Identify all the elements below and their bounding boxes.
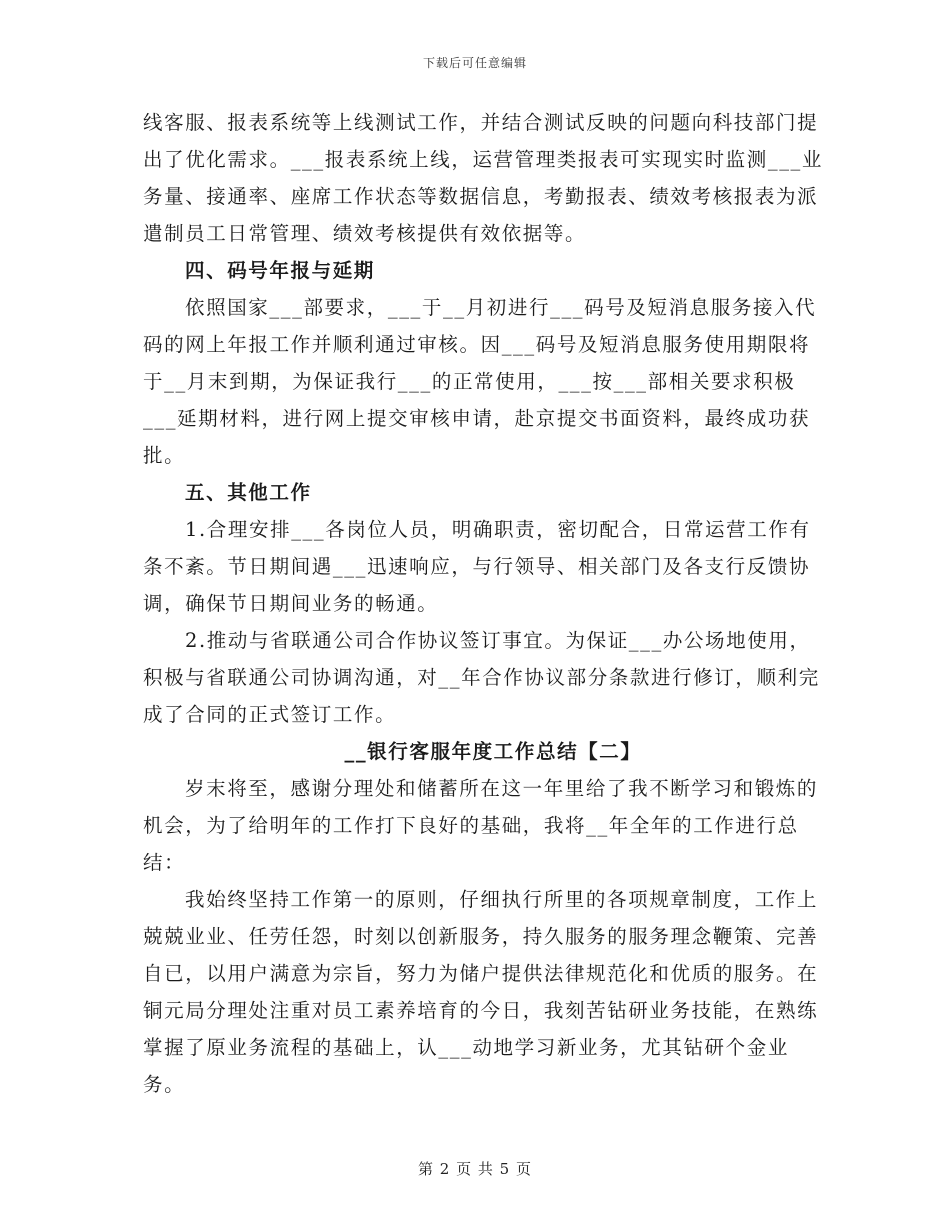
section-heading-5: 五、其他工作 <box>185 481 312 504</box>
paragraph-intro: 岁末将至，感谢分理处和储蓄所在这一年里给了我不断学习和锻炼的机会，为了给明年的工作打下良好的基础，我将__年全年的工作进行总结： <box>143 777 819 874</box>
paragraph-other-work-2: 2.推动与省联通公司合作协议签订事宜。为保证___办公场地使用，积极与省联通公司协调沟通，对__年合作协议部分条款进行修订，顺利完成了合同的正式签订工作。 <box>143 629 820 726</box>
section-heading-4: 四、码号年报与延期 <box>185 259 375 282</box>
page-header-note: 下载后可任意编辑 <box>422 56 527 70</box>
paragraph-other-work-1: 1.合理安排___各岗位人员，明确职责，密切配合，日常运营工作有条不紊。节日期间遇___迅速响应，与行领导、相关部门及各支行反馈协调，确保节日期间业务的畅通。 <box>143 518 811 615</box>
page-number: 第 2 页 共 5 页 <box>418 1160 532 1178</box>
paragraph-continued: 线客服、报表系统等上线测试工作，并结合测试反映的问题向科技部门提出了优化需求。___报表系统上线，运营管理类报表可实现实时监测___业务量、接通率、座席工作状态等数据信息，考勤报表、绩效考核报表为派遣制员工日常管理、绩效考核提供有效依据等。 <box>143 111 824 245</box>
document-title-part-two: __银行客服年度工作总结【二】 <box>344 740 642 763</box>
paragraph-code-annual-report: 依照国家___部要求，___于__月初进行___码号及短消息服务接入代码的网上年报工作并顺利通过审核。因___码号及短消息服务使用期限将于__月末到期，为保证我行___的正常使用，___按___部相关要求积极___延期材料，进行网上提交审核申请，赴京提交书面资料，最终成功获批。 <box>143 296 817 467</box>
paragraph-principles: 我始终坚持工作第一的原则，仔细执行所里的各项规章制度，工作上兢兢业业、任劳任怨，时刻以创新服务，持久服务的服务理念鞭策、完善自已，以用户满意为宗旨，努力为储户提供法律规范化和优质的服务。在铜元局分理处注重对员工素养培育的今日，我刻苦钻研业务技能，在熟练掌握了原业务流程的基础上，认___动地学习新业务，尤其钻研个金业务。 <box>143 888 819 1096</box>
document-body <box>143 104 823 1103</box>
